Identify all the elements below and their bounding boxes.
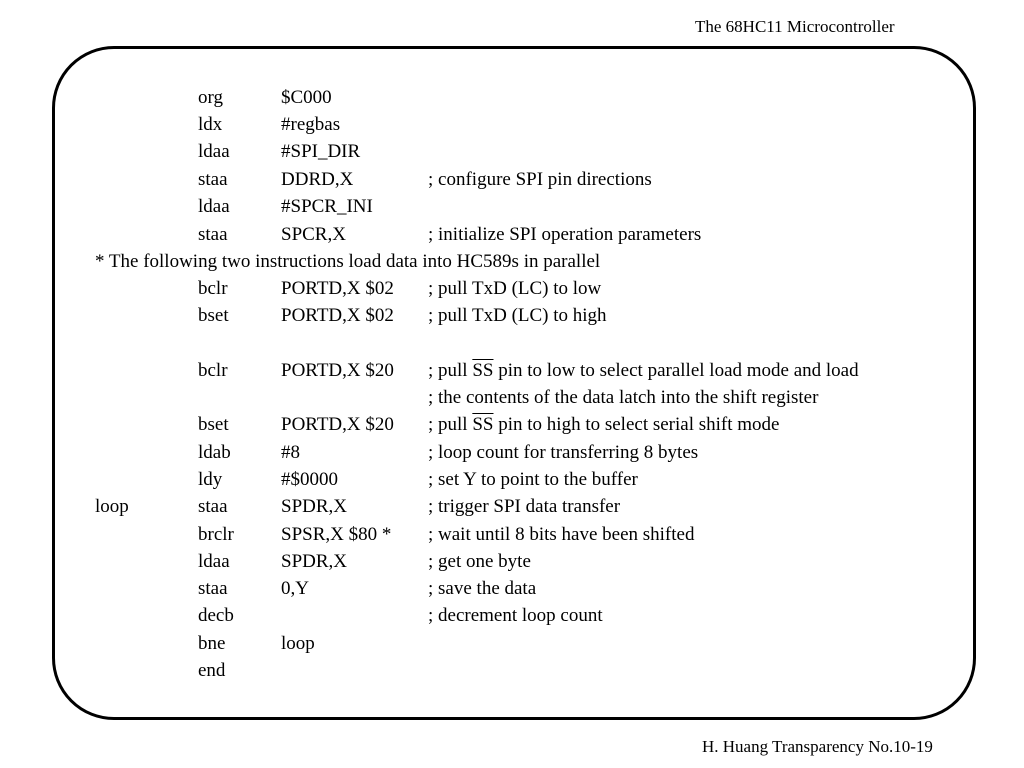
ss-overline-text: $\overline{SS}$: [472, 414, 494, 435]
code-operand: loop: [281, 633, 315, 654]
code-comment: ; save the data: [428, 578, 537, 599]
code-operand: PORTD,X $02: [281, 278, 394, 299]
code-line: [0, 521, 1024, 548]
code-operand: PORTD,X $20: [281, 360, 394, 381]
code-line: [0, 466, 1024, 493]
code-comment: ; trigger SPI data transfer: [428, 496, 621, 517]
code-comment: ; decrement loop count: [428, 605, 603, 626]
comment-text: pin to high to select serial shift mode: [493, 414, 780, 435]
code-opcode: bclr: [198, 278, 228, 299]
code-comment: ; configure SPI pin directions: [428, 169, 652, 190]
code-comment: ; loop count for transferring 8 bytes: [428, 442, 699, 463]
code-line: [0, 193, 1024, 220]
code-line: [0, 384, 1024, 411]
code-operand: 0,Y: [281, 578, 309, 599]
code-line: [0, 657, 1024, 684]
code-comment: ; pull TxD (LC) to low: [428, 278, 602, 299]
comment-text: ; pull: [428, 414, 473, 435]
code-opcode: ldy: [198, 469, 223, 490]
code-comment: [428, 357, 859, 384]
comment-text: pin to low to select parallel load mode and load: [493, 360, 859, 381]
code-line: [0, 411, 1024, 438]
code-line: [0, 84, 1024, 111]
code-comment-line: [0, 248, 1024, 275]
comment-text: ; pull: [428, 360, 473, 381]
code-opcode: org: [198, 87, 223, 108]
code-line: [0, 275, 1024, 302]
code-operand: DDRD,X: [281, 169, 354, 190]
code-opcode: ldaa: [198, 551, 230, 572]
code-opcode: brclr: [198, 524, 234, 545]
code-opcode: staa: [198, 224, 228, 245]
code-comment: ; set Y to point to the buffer: [428, 469, 638, 490]
code-operand: SPDR,X: [281, 496, 347, 517]
code-operand: PORTD,X $02: [281, 305, 394, 326]
code-operand: SPSR,X $80 *: [281, 524, 392, 545]
code-opcode: bne: [198, 633, 226, 654]
code-opcode: staa: [198, 496, 228, 517]
code-line: [0, 630, 1024, 657]
code-opcode: staa: [198, 578, 228, 599]
code-operand: $C000: [281, 87, 332, 108]
code-line: [0, 221, 1024, 248]
code-operand: SPCR,X: [281, 224, 346, 245]
code-opcode: bset: [198, 305, 229, 326]
code-opcode: bclr: [198, 360, 228, 381]
code-comment: ; the contents of the data latch into the shift register: [428, 387, 819, 408]
code-line: [0, 493, 1024, 520]
code-line: [0, 302, 1024, 329]
ss-overline-text: $\overline{SS}$: [472, 360, 494, 381]
code-line: [0, 138, 1024, 165]
code-operand: #SPCR_INI: [281, 196, 373, 217]
code-comment: [428, 411, 780, 438]
code-operand: #regbas: [281, 114, 341, 135]
code-line: [0, 602, 1024, 629]
code-operand: SPDR,X: [281, 551, 347, 572]
code-opcode: ldaa: [198, 196, 230, 217]
code-opcode: ldx: [198, 114, 223, 135]
code-line: [0, 111, 1024, 138]
code-line: [0, 575, 1024, 602]
code-comment: ; pull TxD (LC) to high: [428, 305, 607, 326]
code-comment: ; wait until 8 bits have been shifted: [428, 524, 695, 545]
code-operand: #$0000: [281, 469, 338, 490]
code-opcode: ldaa: [198, 141, 230, 162]
code-comment: ; get one byte: [428, 551, 531, 572]
code-opcode: bset: [198, 414, 229, 435]
code-block-comment: * The following two instructions load data into HC589s in parallel: [95, 251, 601, 272]
code-line: [0, 166, 1024, 193]
code-opcode: end: [198, 660, 226, 681]
slide-footer: H. Huang Transparency No.10-19: [702, 737, 933, 756]
code-opcode: ldab: [198, 442, 231, 463]
code-opcode: staa: [198, 169, 228, 190]
slide-header-title: The 68HC11 Microcontroller: [695, 17, 895, 36]
code-opcode: decb: [198, 605, 234, 626]
code-operand: PORTD,X $20: [281, 414, 394, 435]
code-line: [0, 357, 1024, 384]
code-line: [0, 439, 1024, 466]
code-comment: ; initialize SPI operation parameters: [428, 224, 702, 245]
code-operand: #8: [281, 442, 300, 463]
code-line: [0, 548, 1024, 575]
code-label: loop: [95, 496, 129, 517]
code-operand: #SPI_DIR: [281, 141, 361, 162]
